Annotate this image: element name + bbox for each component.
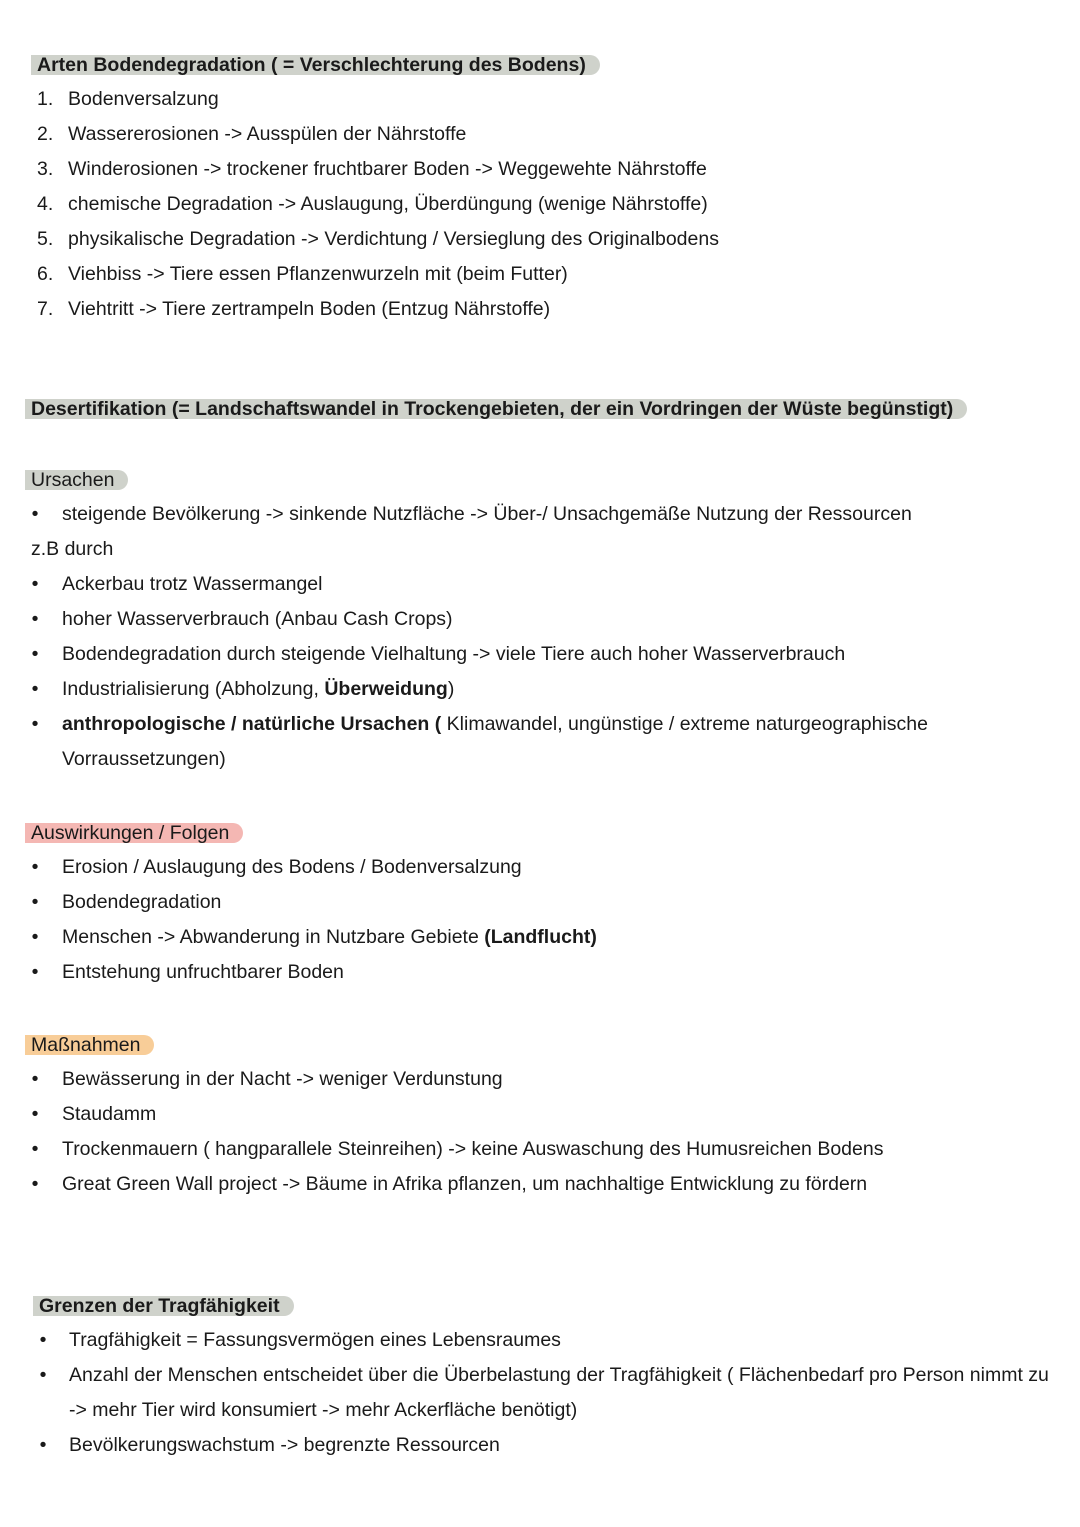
desertifikation-heading: Desertifikation (= Landschaftswandel in Trockengebieten, der ein Vordringen der Wüste begünstigt) [25, 399, 967, 419]
list-item: • anthropologische / natürliche Ursachen ( Klimawandel, ungünstige / extreme naturgeographische Vorraussetzungen) [0, 707, 1080, 777]
list-item: 5. physikalische Degradation -> Verdichtung / Versieglung des Originalbodens [37, 228, 719, 250]
bullet-icon: • [31, 1138, 39, 1160]
list-item: • Staudamm [0, 1097, 1080, 1132]
list-item: 6. Viehbiss -> Tiere essen Pflanzenwurzeln mit (beim Futter) [37, 263, 568, 285]
zb-label: z.B durch [31, 538, 114, 560]
folgen-section [0, 815, 1080, 990]
bullet-icon: • [39, 1329, 47, 1351]
grenzen-section [0, 1288, 1080, 1463]
bullet-icon: • [31, 643, 39, 665]
list-item: • hoher Wasserverbrauch (Anbau Cash Crops) [0, 602, 1080, 637]
bullet-icon: • [31, 1068, 39, 1090]
list-item: • Bewässerung in der Nacht -> weniger Verdunstung [0, 1062, 1080, 1097]
list-item: • Erosion / Auslaugung des Bodens / Bodenversalzung [0, 850, 1080, 885]
list-item: • Anzahl der Menschen entscheidet über die Überbelastung der Tragfähigkeit ( Flächenbedarf pro Person nimmt zu -> mehr Tier wird konsumiert -> mehr Ackerfläche benötigt) [0, 1358, 1080, 1428]
arten-section [0, 47, 1080, 327]
list-item: • Tragfähigkeit = Fassungsvermögen eines Lebensraumes [0, 1323, 1080, 1358]
bullet-icon: • [31, 856, 39, 878]
list-item: • Entstehung unfruchtbarer Boden [0, 955, 1080, 990]
arten-heading: Arten Bodendegradation ( = Verschlechterung des Bodens) [31, 55, 600, 75]
bullet-icon: • [31, 926, 39, 948]
list-item: • steigende Bevölkerung -> sinkende Nutzfläche -> Über-/ Unsachgemäße Nutzung der Ressourcen [0, 497, 1080, 532]
ursachen-heading: Ursachen [25, 470, 128, 490]
list-item: • Industrialisierung (Abholzung, Überweidung) [0, 672, 1080, 707]
bullet-icon: • [31, 1173, 39, 1195]
grenzen-heading: Grenzen der Tragfähigkeit [33, 1296, 294, 1316]
folgen-heading: Auswirkungen / Folgen [25, 823, 243, 843]
list-item: • Great Green Wall project -> Bäume in Afrika pflanzen, um nachhaltige Entwicklung zu fördern [0, 1167, 1080, 1202]
ursachen-section [0, 462, 1080, 777]
bullet-icon: • [31, 713, 39, 735]
arten-list [0, 82, 1080, 327]
folgen-list [0, 850, 1080, 990]
grenzen-list [0, 1323, 1080, 1463]
massnahmen-heading: Maßnahmen [25, 1035, 154, 1055]
bullet-icon: • [31, 573, 39, 595]
bullet-icon: • [39, 1364, 47, 1386]
massnahmen-list [0, 1062, 1080, 1202]
bullet-icon: • [31, 678, 39, 700]
bullet-icon: • [31, 503, 39, 525]
desertifikation-section [0, 391, 1080, 426]
ursachen-list [0, 497, 1080, 532]
list-item: 2. Wassererosionen -> Ausspülen der Nährstoffe [37, 123, 467, 145]
list-item: • Ackerbau trotz Wassermangel [0, 567, 1080, 602]
ursachen-examples-list [0, 567, 1080, 777]
bullet-icon: • [31, 1103, 39, 1125]
list-item: 4. chemische Degradation -> Auslaugung, Überdüngung (wenige Nährstoffe) [37, 193, 708, 215]
list-item: • Trockenmauern ( hangparallele Steinreihen) -> keine Auswaschung des Humusreichen Bodens [0, 1132, 1080, 1167]
list-item: • Bodendegradation [0, 885, 1080, 920]
bullet-icon: • [31, 891, 39, 913]
massnahmen-section [0, 1027, 1080, 1202]
list-item: 7. Viehtritt -> Tiere zertrampeln Boden (Entzug Nährstoffe) [37, 298, 551, 320]
list-item: • Bodendegradation durch steigende Vielhaltung -> viele Tiere auch hoher Wasserverbrauch [0, 637, 1080, 672]
bullet-icon: • [31, 961, 39, 983]
list-item: • Bevölkerungswachstum -> begrenzte Ressourcen [0, 1428, 1080, 1463]
list-item: 3. Winderosionen -> trockener fruchtbarer Boden -> Weggewehte Nährstoffe [37, 158, 707, 180]
bullet-icon: • [39, 1434, 47, 1456]
list-item: 1. Bodenversalzung [37, 88, 219, 110]
bullet-icon: • [31, 608, 39, 630]
list-item: • Menschen -> Abwanderung in Nutzbare Gebiete (Landflucht) [0, 920, 1080, 955]
